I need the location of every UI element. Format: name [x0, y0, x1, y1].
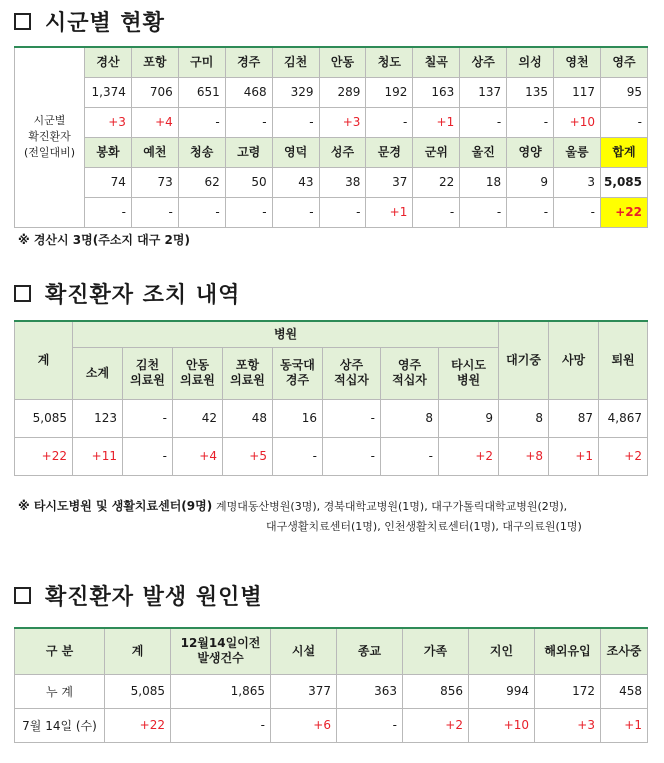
region-change: - [225, 197, 272, 227]
cell: +2 [599, 437, 648, 475]
header-sangju: 상주 적십자 [323, 347, 381, 399]
region-change: - [319, 197, 366, 227]
region-name: 영천 [554, 47, 601, 77]
cell: +6 [271, 708, 337, 742]
region-change: - [600, 107, 647, 137]
table-row [15, 708, 648, 742]
table-row [15, 107, 648, 137]
region-change: - [131, 197, 178, 227]
header-waiting: 대기중 [499, 321, 549, 399]
region-total: 95 [600, 77, 647, 107]
cell: +22 [105, 708, 171, 742]
section-title-treatment [14, 278, 240, 309]
header-discharged: 퇴원 [599, 321, 648, 399]
table-row [15, 437, 648, 475]
section-title-by-region [14, 6, 165, 37]
region-total: 50 [225, 167, 272, 197]
region-total: 3 [554, 167, 601, 197]
cell: - [273, 437, 323, 475]
region-total: 22 [413, 167, 460, 197]
region-change: +1 [413, 107, 460, 137]
cell: +8 [499, 437, 549, 475]
cell: 458 [601, 674, 648, 708]
cell: 5,085 [105, 674, 171, 708]
cell: - [337, 708, 403, 742]
cell: +3 [535, 708, 601, 742]
region-change: - [272, 107, 319, 137]
header-total: 계 [105, 628, 171, 674]
cell: 87 [549, 399, 599, 437]
region-name: 군위 [413, 137, 460, 167]
region-total: 135 [507, 77, 554, 107]
header-dongguk: 동국대 경주 [273, 347, 323, 399]
table-row [15, 674, 648, 708]
region-name: 고령 [225, 137, 272, 167]
header-gimcheon: 김천 의료원 [123, 347, 173, 399]
region-table [14, 46, 648, 228]
table-row [15, 47, 648, 77]
header-subtotal: 소계 [73, 347, 123, 399]
region-total: 289 [319, 77, 366, 107]
region-note: ※ 경산시 3명(주소지 대구 2명) [18, 233, 190, 247]
cell: +10 [469, 708, 535, 742]
cell: - [323, 399, 381, 437]
cell: - [323, 437, 381, 475]
cell: +11 [73, 437, 123, 475]
region-change: +10 [554, 107, 601, 137]
checkbox-square-icon [14, 13, 31, 30]
region-name: 김천 [272, 47, 319, 77]
cell: +1 [549, 437, 599, 475]
header-total: 계 [15, 321, 73, 399]
region-name: 영양 [507, 137, 554, 167]
region-change: +3 [319, 107, 366, 137]
cell: - [123, 437, 173, 475]
region-name: 상주 [460, 47, 507, 77]
table-row [15, 167, 648, 197]
header-category: 구 분 [15, 628, 105, 674]
grand-total-change: +22 [600, 197, 647, 227]
region-name: 안동 [319, 47, 366, 77]
region-total: 468 [225, 77, 272, 107]
cell: 363 [337, 674, 403, 708]
header-andong: 안동 의료원 [173, 347, 223, 399]
header-pre-dec14: 12월14일이전 발생건수 [171, 628, 271, 674]
region-total: 9 [507, 167, 554, 197]
header-acquaintance: 지인 [469, 628, 535, 674]
cause-table [14, 627, 648, 743]
region-name: 경산 [85, 47, 132, 77]
region-total: 62 [178, 167, 225, 197]
cell: 48 [223, 399, 273, 437]
region-change: - [460, 197, 507, 227]
region-total: 18 [460, 167, 507, 197]
region-name: 성주 [319, 137, 366, 167]
region-name: 의성 [507, 47, 554, 77]
header-other: 타시도 병원 [439, 347, 499, 399]
table-row [15, 399, 648, 437]
cell: 16 [273, 399, 323, 437]
cell: 994 [469, 674, 535, 708]
region-total: 73 [131, 167, 178, 197]
table-row [15, 321, 648, 347]
cell: +2 [439, 437, 499, 475]
header-investigating: 조사중 [601, 628, 648, 674]
region-name: 구미 [178, 47, 225, 77]
region-total: 329 [272, 77, 319, 107]
cell: - [171, 708, 271, 742]
region-name: 청송 [178, 137, 225, 167]
region-total: 37 [366, 167, 413, 197]
treatment-table [14, 320, 648, 476]
treatment-note-line2: 대구생활치료센터(1명), 인천생활치료센터(1명), 대구의료원(1명) [266, 520, 582, 533]
cell: 5,085 [15, 399, 73, 437]
region-total: 117 [554, 77, 601, 107]
cell: +5 [223, 437, 273, 475]
cell: 377 [271, 674, 337, 708]
region-change: - [178, 107, 225, 137]
region-name: 울진 [460, 137, 507, 167]
region-total: 38 [319, 167, 366, 197]
region-change: - [413, 197, 460, 227]
cell: 8 [381, 399, 439, 437]
header-yeongju: 영주 적십자 [381, 347, 439, 399]
region-change: +1 [366, 197, 413, 227]
region-name: 청도 [366, 47, 413, 77]
section-title-cause [14, 580, 263, 611]
treatment-note-line1: 계명대동산병원(3명), 경북대학교병원(1명), 대구가톨릭대학교병원(2명), [216, 500, 568, 513]
grand-total-label: 합계 [600, 137, 647, 167]
section-title-text: 확진환자 조치 내역 [45, 283, 241, 308]
cell: +4 [173, 437, 223, 475]
cell: - [123, 399, 173, 437]
grand-total-value: 5,085 [600, 167, 647, 197]
region-total: 43 [272, 167, 319, 197]
header-pohang: 포항 의료원 [223, 347, 273, 399]
row-label: 누 계 [15, 674, 105, 708]
table-row [15, 137, 648, 167]
cell: - [381, 437, 439, 475]
cell: 9 [439, 399, 499, 437]
region-name: 포항 [131, 47, 178, 77]
region-change: - [225, 107, 272, 137]
header-facility: 시설 [271, 628, 337, 674]
cell: 8 [499, 399, 549, 437]
region-name: 영덕 [272, 137, 319, 167]
table-row [15, 77, 648, 107]
header-family: 가족 [403, 628, 469, 674]
region-change: - [272, 197, 319, 227]
checkbox-square-icon [14, 285, 31, 302]
side-label: 시군별 확진환자 (전일대비) [15, 47, 85, 227]
region-change: - [366, 107, 413, 137]
region-change: - [85, 197, 132, 227]
treatment-note-bold: ※ 타시도병원 및 생활치료센터(9명) [18, 499, 213, 513]
header-overseas: 해외유입 [535, 628, 601, 674]
region-name: 울릉 [554, 137, 601, 167]
cell: +2 [403, 708, 469, 742]
region-total: 1,374 [85, 77, 132, 107]
cell: 123 [73, 399, 123, 437]
table-row [15, 628, 648, 674]
region-name: 경주 [225, 47, 272, 77]
region-name: 칠곡 [413, 47, 460, 77]
region-change: - [507, 197, 554, 227]
row-label: 7월 14일 (수) [15, 708, 105, 742]
region-change: +4 [131, 107, 178, 137]
header-religion: 종교 [337, 628, 403, 674]
cell: +1 [601, 708, 648, 742]
checkbox-square-icon [14, 587, 31, 604]
cell: 4,867 [599, 399, 648, 437]
header-hospital: 병원 [73, 321, 499, 347]
region-total: 706 [131, 77, 178, 107]
region-name: 영주 [600, 47, 647, 77]
region-change: - [178, 197, 225, 227]
treatment-note [18, 496, 658, 537]
region-name: 봉화 [85, 137, 132, 167]
region-name: 예천 [131, 137, 178, 167]
cell: 1,865 [171, 674, 271, 708]
table-row [15, 197, 648, 227]
region-total: 192 [366, 77, 413, 107]
header-death: 사망 [549, 321, 599, 399]
section-title-text: 확진환자 발생 원인별 [45, 585, 263, 610]
region-change: - [507, 107, 554, 137]
region-total: 137 [460, 77, 507, 107]
region-total: 163 [413, 77, 460, 107]
cell: 172 [535, 674, 601, 708]
region-change: - [460, 107, 507, 137]
cell: 856 [403, 674, 469, 708]
region-name: 문경 [366, 137, 413, 167]
region-total: 651 [178, 77, 225, 107]
section-title-text: 시군별 현황 [45, 11, 165, 36]
region-change: +3 [85, 107, 132, 137]
cell: 42 [173, 399, 223, 437]
region-total: 74 [85, 167, 132, 197]
region-change: - [554, 197, 601, 227]
cell: +22 [15, 437, 73, 475]
